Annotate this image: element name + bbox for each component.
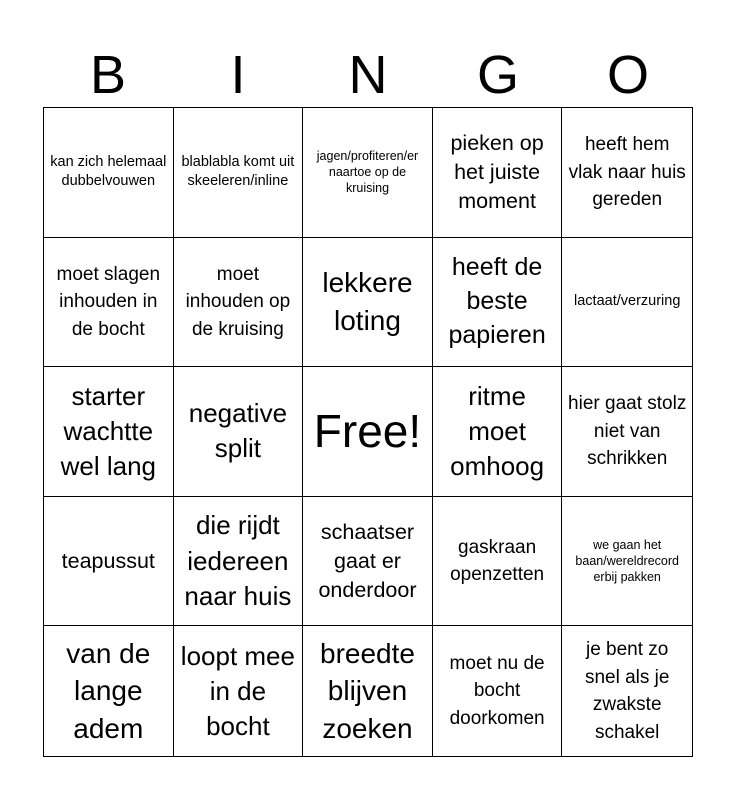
cell-text: starter wachtte wel lang	[60, 380, 156, 482]
bingo-cell[interactable]	[44, 238, 174, 368]
bingo-cell[interactable]	[174, 238, 304, 368]
bingo-cell[interactable]	[433, 108, 563, 238]
cell-text: je bent zo snel als je zwakste schakel	[584, 639, 670, 743]
bingo-cell[interactable]	[303, 108, 433, 238]
bingo-cell[interactable]	[44, 367, 174, 497]
bingo-cell[interactable]	[562, 367, 692, 497]
cell-text: die rijdt iedereen naar huis	[184, 510, 292, 611]
bingo-cell[interactable]	[303, 497, 433, 627]
cell-text: pieken op het juiste moment	[450, 130, 544, 213]
bingo-cell[interactable]	[174, 367, 304, 497]
cell-text: lekkere loting	[322, 267, 413, 336]
cell-text: breedte blijven zoeken	[320, 637, 415, 745]
bingo-cell[interactable]	[174, 108, 304, 238]
bingo-title	[43, 40, 693, 110]
bingo-cell[interactable]	[174, 626, 304, 756]
bingo-cell[interactable]	[433, 367, 563, 497]
cell-text: heeft hem vlak naar huis gereden	[568, 133, 686, 211]
bingo-cell[interactable]	[562, 238, 692, 368]
bingo-cell[interactable]	[44, 626, 174, 756]
cell-text: gaskraan openzetten	[450, 536, 545, 586]
bingo-cell[interactable]	[174, 497, 304, 627]
cell-text: hier gaat stolz niet van schrikken	[568, 393, 687, 470]
cell-text: van de lange adem	[66, 637, 151, 745]
cell-text: negative split	[188, 398, 288, 464]
cell-text: loopt mee in de bocht	[180, 640, 295, 741]
cell-text: moet inhouden op de kruising	[185, 263, 291, 340]
bingo-cell[interactable]	[562, 626, 692, 756]
title-letter-b: B	[89, 45, 127, 105]
cell-text: schaatser gaat er onderdoor	[318, 519, 417, 602]
bingo-cell[interactable]	[562, 108, 692, 238]
free-space[interactable]	[303, 367, 433, 497]
title-letter-g: G	[476, 45, 519, 105]
cell-text: moet nu de bocht doorkomen	[449, 652, 545, 729]
title-letter-o: O	[606, 45, 649, 105]
bingo-cell[interactable]	[562, 497, 692, 627]
title-letter-n: N	[348, 45, 388, 105]
cell-text: teapussut	[61, 548, 155, 573]
bingo-cell[interactable]	[433, 238, 563, 368]
bingo-cell[interactable]	[44, 497, 174, 627]
bingo-card	[43, 107, 693, 757]
cell-text: ritme moet omhoog	[450, 380, 545, 482]
bingo-cell[interactable]	[44, 108, 174, 238]
free-space-text: Free!	[313, 405, 422, 458]
cell-text: kan zich helemaal dubbelvouwen	[50, 153, 167, 190]
bingo-cell[interactable]	[303, 626, 433, 756]
cell-text: we gaan het baan/wereldrecord erbij pakken	[575, 537, 679, 585]
cell-text: heeft de beste papieren	[448, 253, 546, 349]
cell-text: moet slagen inhouden in de bocht	[56, 263, 161, 340]
bingo-cell[interactable]	[433, 497, 563, 627]
title-letter-i: I	[230, 45, 246, 105]
cell-text: blablabla komt uit skeeleren/inline	[181, 153, 295, 190]
bingo-cell[interactable]	[303, 238, 433, 368]
bingo-cell[interactable]	[433, 626, 563, 756]
cell-text: jagen/profiteren/er naartoe op de kruising	[316, 148, 419, 196]
cell-text: lactaat/verzuring	[574, 293, 681, 310]
